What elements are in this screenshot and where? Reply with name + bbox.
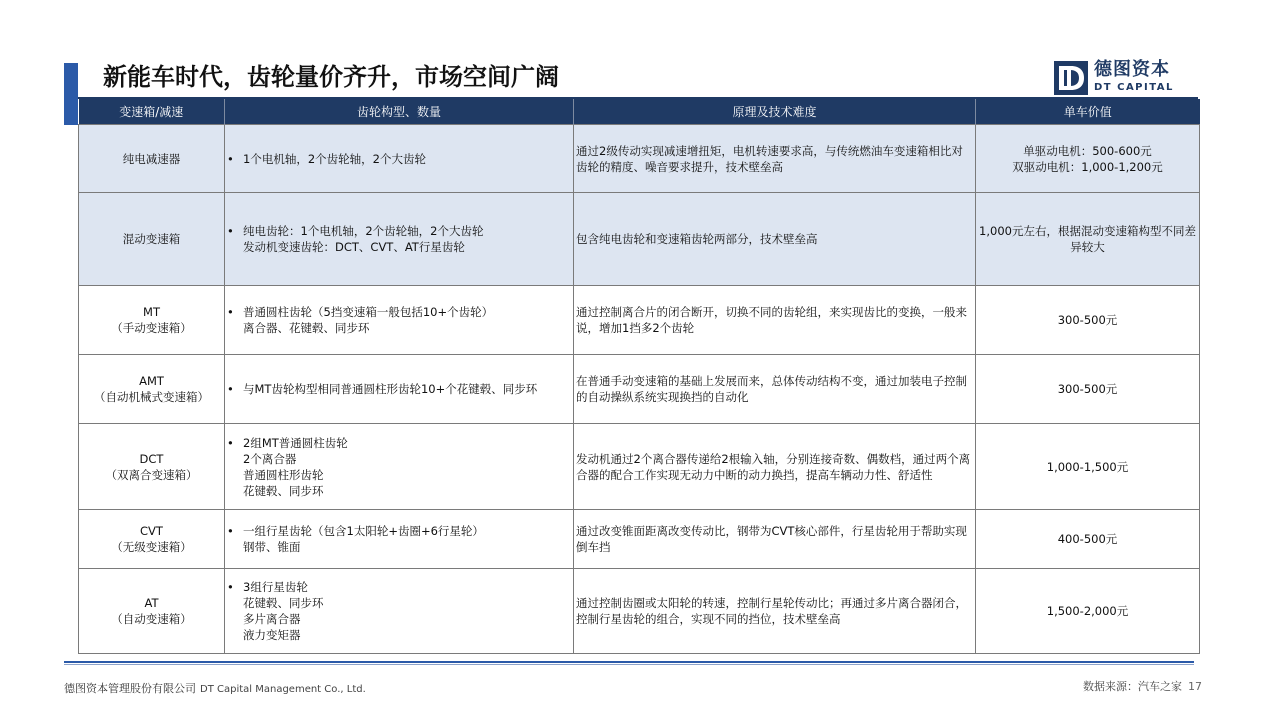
cell-gears [225,510,574,569]
cell-value [976,125,1200,193]
gear-item: 花键毂、同步环 [243,596,324,610]
value-line: 1,500-2,000元 [1046,604,1129,618]
gear-item: • 纯电齿轮：1个电机轴，2个齿轮轴，2个大齿轮 [227,223,571,239]
cell-principle: 通过控制齿圈或太阳轮的转速，控制行星轮传动比；再通过多片离合器闭合，控制行星齿轮的组合，实现不同的挡位，技术壁垒高 [574,569,976,654]
cell-type [79,125,225,193]
table-row [79,569,1200,654]
footer-company [64,681,366,698]
cell-value [976,355,1200,424]
cell-type [79,193,225,286]
gear-item: 液力变矩器 [243,628,301,642]
type-subname: （双离合变速箱） [105,467,198,482]
cell-gears [225,569,574,654]
type-subname: （自动变速箱） [111,612,192,626]
logo-text-cn: 德图资本 [1094,59,1170,80]
cell-value [976,424,1200,510]
type-subname: （无级变速箱） [111,540,192,554]
footer-source [1083,679,1202,695]
type-name: AMT [139,374,164,388]
cell-principle: 通过控制离合片的闭合断开，切换不同的齿轮组，来实现齿比的变换，一般来说，增加1挡多2个齿轮 [574,286,976,355]
header-principle: 原理及技术难度 [574,99,976,125]
cell-principle: 发动机通过2个离合器传递给2根输入轴，分别连接奇数、偶数档，通过两个离合器的配合工作实现无动力中断的动力换挡，提高车辆动力性、舒适性 [574,424,976,510]
cell-principle: 在普通手动变速箱的基础上发展而来，总体传动结构不变，通过加装电子控制的自动操纵系统实现换挡的自动化 [574,355,976,424]
value-line: 400-500元 [1057,532,1118,546]
value-line: 1,000元左右，根据混动变速箱构型不同差异较大 [979,224,1196,254]
cell-type [79,286,225,355]
cell-gears [225,125,574,193]
gear-item: • 与MT齿轮构型相同普通圆柱形齿轮10+个花键毂、同步环 [227,381,571,397]
cell-value [976,569,1200,654]
cell-gears [225,424,574,510]
gear-item: • 2组MT普通圆柱齿轮 [227,435,571,451]
cell-gears [225,355,574,424]
cell-principle: 通过2级传动实现减速增扭矩，电机转速要求高，与传统燃油车变速箱相比对齿轮的精度、噪音要求提升，技术壁垒高 [574,125,976,193]
type-name: DCT [139,451,164,466]
gear-item: 2个离合器 [243,451,297,466]
dt-logo-icon [1054,61,1088,95]
gear-item: 普通圆柱形齿轮 [243,467,324,482]
type-subname: （自动机械式变速箱） [94,390,209,404]
value-line: 双驱动电机：1,000-1,200元 [1012,159,1163,174]
gear-item: • 一组行星齿轮（包含1太阳轮+齿圈+6行星轮） [227,523,571,539]
table-row [79,193,1200,286]
value-line: 1,000-1,500元 [1046,459,1129,474]
cell-value [976,286,1200,355]
data-source: 数据来源：汽车之家 [1083,680,1182,693]
cell-value [976,193,1200,286]
gear-item: 花键毂、同步环 [243,483,324,498]
company-name-en: DT Capital Management Co., Ltd. [200,684,366,695]
type-name: 混动变速箱 [122,232,181,246]
gear-item: 钢带、锥面 [243,540,301,554]
cell-type [79,569,225,654]
table-row [79,286,1200,355]
table-row [79,510,1200,569]
type-name: AT [144,596,159,610]
header-unit-value: 单车价值 [976,99,1200,125]
footer-divider [64,661,1194,663]
gear-item: 多片离合器 [243,612,301,626]
cell-principle: 通过改变锥面距离改变传动比，钢带为CVT核心部件，行星齿轮用于帮助实现倒车挡 [574,510,976,569]
page-number: 17 [1188,680,1202,693]
header-gear-config: 齿轮构型、数量 [225,99,574,125]
header-transmission-type: 变速箱/减速 [79,99,225,125]
table-row [79,424,1200,510]
cell-gears [225,193,574,286]
value-line: 单驱动电机：500-600元 [1023,143,1152,158]
cell-principle: 包含纯电齿轮和变速箱齿轮两部分，技术壁垒高 [574,193,976,286]
gear-item: • 1个电机轴，2个齿轮轴，2个大齿轮 [227,151,571,167]
footer-divider-thin [64,664,1194,665]
cell-type [79,510,225,569]
gear-item: • 普通圆柱齿轮（5挡变速箱一般包括10+个齿轮） [227,304,571,320]
logo-text-en: DT CAPITAL [1094,82,1174,93]
transmission-gear-table [78,99,1200,654]
gear-item: 发动机变速齿轮：DCT、CVT、AT行星齿轮 [243,240,465,254]
cell-type [79,355,225,424]
value-line: 300-500元 [1057,313,1118,327]
company-name-cn: 德图资本管理股份有限公司 [64,682,196,695]
cell-gears [225,286,574,355]
gear-item: 离合器、花键毂、同步环 [243,321,370,335]
brand-logo [1054,60,1184,98]
cell-type [79,424,225,510]
type-subname: （手动变速箱） [111,321,192,335]
type-name: 纯电减速器 [122,151,181,166]
title-accent-bar [64,63,78,125]
table-header-row [79,99,1200,125]
cell-value [976,510,1200,569]
gear-item: • 3组行星齿轮 [227,579,571,595]
type-name: MT [143,305,160,319]
value-line: 300-500元 [1057,382,1118,396]
page-title: 新能车时代，齿轮量价齐升，市场空间广阔 [103,63,559,91]
table-row [79,355,1200,424]
type-name: CVT [140,524,163,538]
table-row [79,125,1200,193]
